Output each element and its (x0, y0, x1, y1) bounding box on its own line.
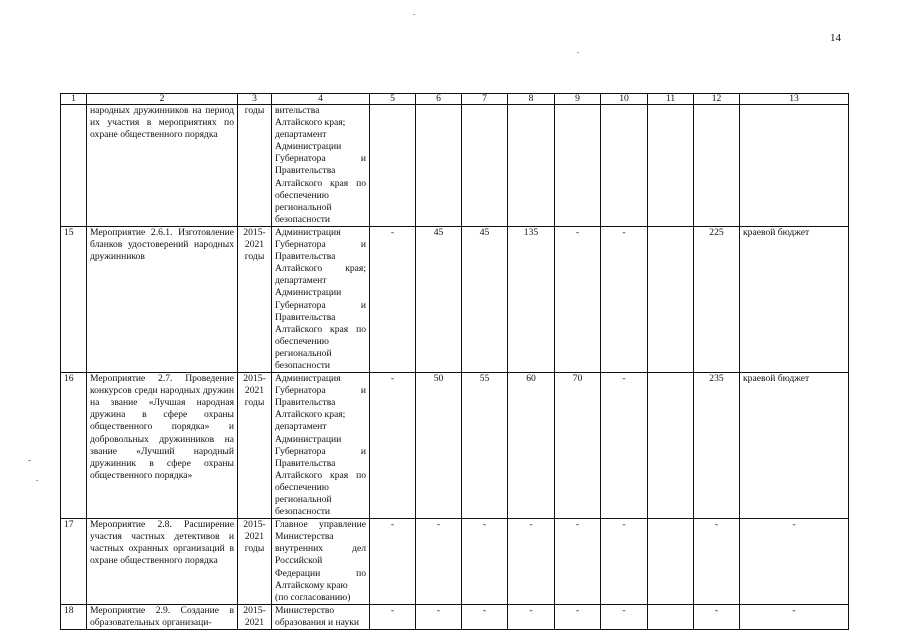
row-number: 16 (61, 373, 87, 519)
value-cell: - (462, 519, 508, 605)
funding-source-cell: - (740, 604, 849, 629)
years-cell: 2015- 2021 годы (238, 373, 272, 519)
value-cell (416, 105, 462, 227)
column-number: 2 (87, 94, 238, 105)
scan-speck (413, 14, 415, 15)
value-cell (508, 105, 555, 227)
value-cell: - (601, 519, 648, 605)
executor-cell: Главное управление Министерства внутренних дел Российской Федерации по Алтайскому краю (по согласованию) (272, 519, 370, 605)
column-number: 12 (694, 94, 740, 105)
column-number: 8 (508, 94, 555, 105)
column-number: 9 (555, 94, 601, 105)
executor-cell: вительства Алтайского края; департамент Администрации Губернатора и Правительства Алтайского края по обеспечению региональной безопасности (272, 105, 370, 227)
value-cell (648, 373, 694, 519)
total-cell (694, 105, 740, 227)
total-cell: 235 (694, 373, 740, 519)
executor-cell: Администрация Губернатора и Правительства Алтайского края; департамент Администрации Губернатора и Правительства Алтайского края по обеспечению региональной безопасности (272, 373, 370, 519)
value-cell: - (555, 604, 601, 629)
value-cell: 50 (416, 373, 462, 519)
table-row (61, 519, 849, 605)
table-row (61, 105, 849, 227)
table-row (61, 226, 849, 372)
row-number: 17 (61, 519, 87, 605)
row-number (61, 105, 87, 227)
value-cell: 45 (416, 226, 462, 372)
table-row (61, 373, 849, 519)
total-cell: 225 (694, 226, 740, 372)
value-cell: - (416, 604, 462, 629)
value-cell: - (601, 373, 648, 519)
years-cell: 2015- 2021 (238, 604, 272, 629)
column-number: 6 (416, 94, 462, 105)
column-number: 10 (601, 94, 648, 105)
executor-cell: Администрация Губернатора и Правительства Алтайского края; департамент Администрации Губернатора и Правительства Алтайского края по обеспечению региональной безопасности (272, 226, 370, 372)
column-number: 3 (238, 94, 272, 105)
page-number: 14 (830, 32, 841, 44)
scan-speck (577, 52, 579, 53)
column-number: 4 (272, 94, 370, 105)
value-cell: 45 (462, 226, 508, 372)
executor-cell: Министерство образования и науки (272, 604, 370, 629)
total-cell: - (694, 604, 740, 629)
value-cell (601, 105, 648, 227)
total-cell: - (694, 519, 740, 605)
value-cell (648, 519, 694, 605)
value-cell: - (370, 604, 416, 629)
activity-cell: Мероприятие 2.9. Создание в образовательных организаци- (87, 604, 238, 629)
value-cell: - (601, 226, 648, 372)
value-cell (462, 105, 508, 227)
value-cell: - (508, 604, 555, 629)
row-number: 15 (61, 226, 87, 372)
program-activities-table (60, 93, 849, 630)
activity-cell: Мероприятие 2.7. Проведение конкурсов среди народных дружин на звание «Лучшая народная дружина в сфере охраны общественного порядка» и добровольных дружинников на звание «Лучший народный дружинник в сфере охраны общественного порядка» (87, 373, 238, 519)
value-cell: - (416, 519, 462, 605)
years-cell: 2015- 2021 годы (238, 519, 272, 605)
value-cell (648, 604, 694, 629)
funding-source-cell: краевой бюджет (740, 226, 849, 372)
column-number: 13 (740, 94, 849, 105)
value-cell: - (370, 373, 416, 519)
value-cell: 70 (555, 373, 601, 519)
years-cell: 2015- 2021 годы (238, 226, 272, 372)
value-cell (555, 105, 601, 227)
value-cell: 135 (508, 226, 555, 372)
row-number: 18 (61, 604, 87, 629)
value-cell (370, 105, 416, 227)
column-number: 1 (61, 94, 87, 105)
scan-speck (28, 460, 31, 461)
column-number: 5 (370, 94, 416, 105)
value-cell: - (370, 226, 416, 372)
funding-source-cell: краевой бюджет (740, 373, 849, 519)
column-number: 7 (462, 94, 508, 105)
funding-source-cell: - (740, 519, 849, 605)
value-cell: - (555, 226, 601, 372)
value-cell: - (462, 604, 508, 629)
column-number-row (61, 94, 849, 105)
value-cell: - (508, 519, 555, 605)
activity-cell: Мероприятие 2.6.1. Изготовление бланков удостоверений народных дружинников (87, 226, 238, 372)
value-cell: - (555, 519, 601, 605)
activity-cell: народных дружинников на период их участия в мероприятиях по охране общественного порядка (87, 105, 238, 227)
value-cell (648, 226, 694, 372)
table-row (61, 604, 849, 629)
column-number: 11 (648, 94, 694, 105)
value-cell: 60 (508, 373, 555, 519)
value-cell (648, 105, 694, 227)
activity-cell: Мероприятие 2.8. Расширение участия частных детективов и частных охранных организаций в охране общественного порядка (87, 519, 238, 605)
value-cell: 55 (462, 373, 508, 519)
years-cell: годы (238, 105, 272, 227)
funding-source-cell (740, 105, 849, 227)
scan-speck (36, 480, 38, 481)
value-cell: - (601, 604, 648, 629)
value-cell: - (370, 519, 416, 605)
